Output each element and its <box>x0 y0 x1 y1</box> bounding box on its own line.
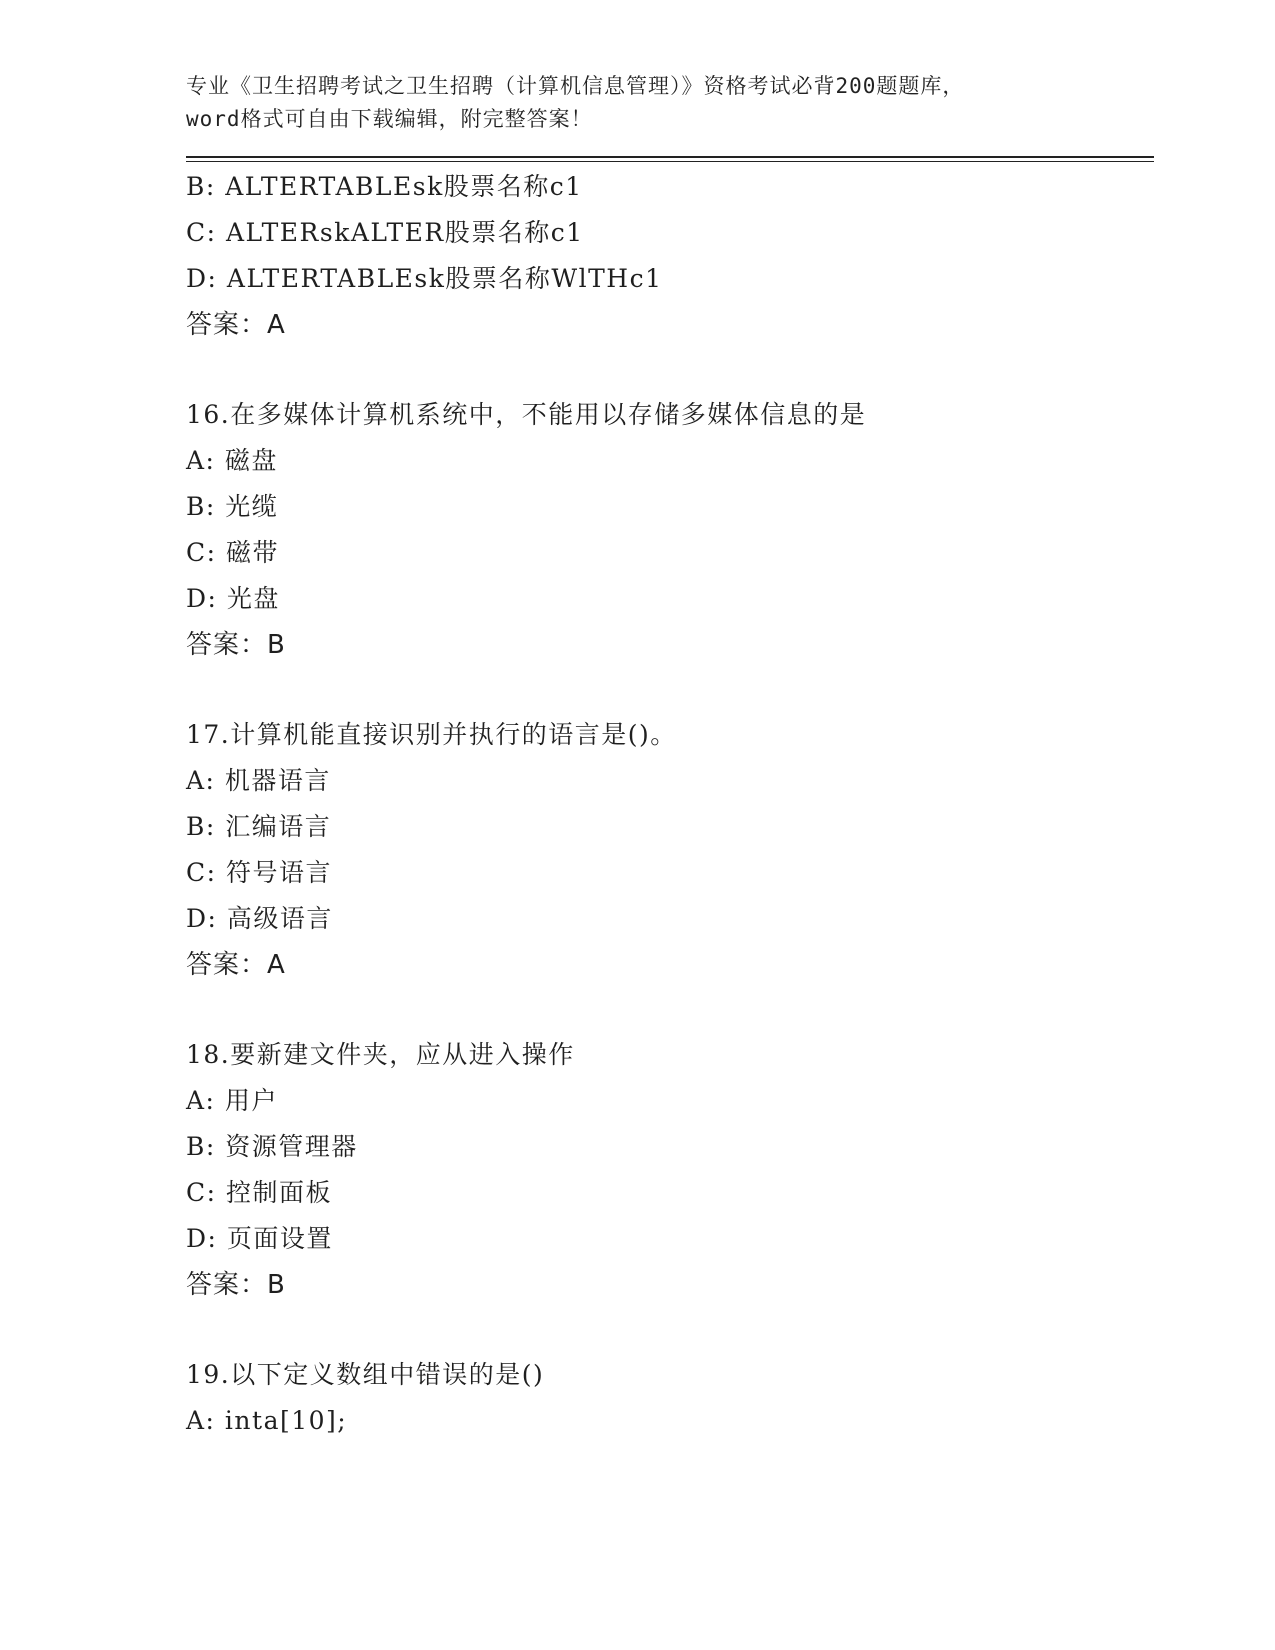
document-page <box>186 70 1146 1444</box>
answer-line: 答案：A <box>186 310 286 340</box>
question-content <box>186 164 1146 1444</box>
option-b: B: 汇编语言 <box>186 812 332 841</box>
option-c: C: ALTERskALTER股票名称c1 <box>186 218 584 247</box>
option-c: C: 控制面板 <box>186 1178 332 1207</box>
header-divider <box>186 156 1154 162</box>
option-a: A: 用户 <box>186 1086 278 1115</box>
option-c: C: 符号语言 <box>186 858 332 887</box>
question-block-16 <box>186 392 1146 668</box>
question-block-18 <box>186 1032 1146 1308</box>
question-block-15 <box>186 164 1146 348</box>
document-header <box>186 70 1146 136</box>
option-b: B: 资源管理器 <box>186 1132 358 1161</box>
header-title-line-1: 专业《卫生招聘考试之卫生招聘（计算机信息管理）》资格考试必背200题题库， <box>186 74 965 98</box>
spacer <box>186 1308 1146 1352</box>
option-a: A: 磁盘 <box>186 446 278 475</box>
question-block-17 <box>186 712 1146 988</box>
question-stem: 17.计算机能直接识别并执行的语言是()。 <box>186 720 677 749</box>
option-d: D: ALTERTABLEsk股票名称WlTHc1 <box>186 264 663 293</box>
option-b: B: 光缆 <box>186 492 279 521</box>
question-stem: 19.以下定义数组中错误的是() <box>186 1360 545 1389</box>
question-block-19 <box>186 1352 1146 1444</box>
question-stem: 18.要新建文件夹，应从进入操作 <box>186 1040 575 1069</box>
answer-line: 答案：A <box>186 950 286 980</box>
question-stem: 16.在多媒体计算机系统中，不能用以存储多媒体信息的是 <box>186 400 867 429</box>
option-c: C: 磁带 <box>186 538 279 567</box>
spacer <box>186 348 1146 392</box>
spacer <box>186 668 1146 712</box>
header-title-line-2: word格式可自由下载编辑，附完整答案！ <box>186 107 593 131</box>
option-a: A: 机器语言 <box>186 766 331 795</box>
option-b: B: ALTERTABLEsk股票名称c1 <box>186 172 583 201</box>
option-d: D: 光盘 <box>186 584 280 613</box>
answer-line: 答案：B <box>186 1270 286 1300</box>
option-d: D: 高级语言 <box>186 904 333 933</box>
spacer <box>186 988 1146 1032</box>
option-d: D: 页面设置 <box>186 1224 333 1253</box>
option-a: A: inta[10]; <box>186 1406 348 1435</box>
answer-line: 答案：B <box>186 630 286 660</box>
